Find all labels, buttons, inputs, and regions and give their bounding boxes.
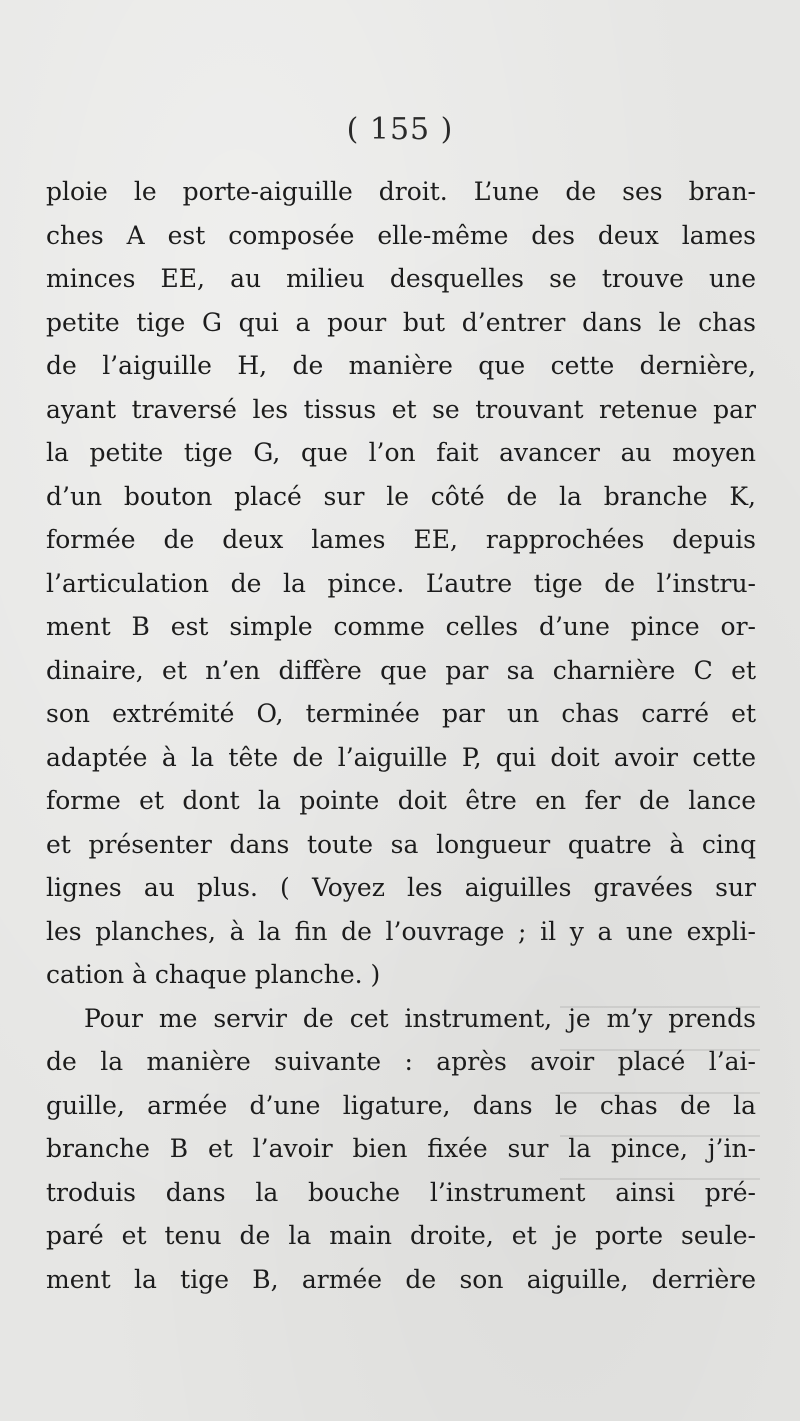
text-line: ment la tige B, armée de son aiguille, derrière (46, 1264, 756, 1294)
text-line: les planches, à la fin de l’ouvrage ; il y a une expli- (46, 916, 756, 946)
text-line: de la manière suivante : après avoir placé l’ai- (46, 1047, 756, 1076)
text-line: guille, armée d’une ligature, dans le chas de la (46, 1090, 756, 1120)
text-line: lignes au plus. ( Voyez les aiguilles gravées sur (46, 873, 756, 902)
text-line: ches A est composée elle-même des deux lames (46, 220, 756, 250)
page-number: ( 155 ) (346, 112, 454, 147)
text-line: d’un bouton placé sur le côté de la branche K, (46, 481, 756, 511)
text-line: adaptée à la tête de l’aiguille P, qui doit avoir cette (46, 742, 756, 772)
text-line: troduis dans la bouche l’instrument ainsi pré- (46, 1177, 756, 1207)
text-line: ment B est simple comme celles d’une pince or- (46, 612, 756, 641)
paragraph-start-line: Pour me servir de cet instrument, je m’y prends (84, 1003, 756, 1033)
text-line: dinaire, et n’en diffère que par sa charnière C et (46, 655, 756, 685)
paragraph-end-line: cation à chaque planche. ) (46, 960, 381, 989)
text-line: ayant traversé les tissus et se trouvant retenue par (46, 394, 756, 424)
text-line: petite tige G qui a pour but d’entrer dans le chas (46, 307, 756, 337)
text-line: de l’aiguille H, de manière que cette dernière, (46, 351, 756, 380)
text-line: son extrémité O, terminée par un chas carré et (46, 699, 756, 728)
text-line: l’articulation de la pince. L’autre tige de l’instru- (46, 568, 756, 598)
text-line: branche B et l’avoir bien fixée sur la pince, j’in- (46, 1134, 756, 1163)
text-line: minces EE, au milieu desquelles se trouve une (46, 264, 756, 293)
text-line: formée de deux lames EE, rapprochées depuis (46, 525, 756, 554)
page-body (46, 170, 756, 1301)
text-line: forme et dont la pointe doit être en fer de lance (46, 786, 756, 815)
text-line: ploie le porte-aiguille droit. L’une de ses bran- (46, 177, 756, 206)
text-line: paré et tenu de la main droite, et je porte seule- (46, 1221, 756, 1250)
text-line: la petite tige G, que l’on fait avancer au moyen (46, 438, 756, 467)
text-line: et présenter dans toute sa longueur quatre à cinq (46, 829, 756, 859)
